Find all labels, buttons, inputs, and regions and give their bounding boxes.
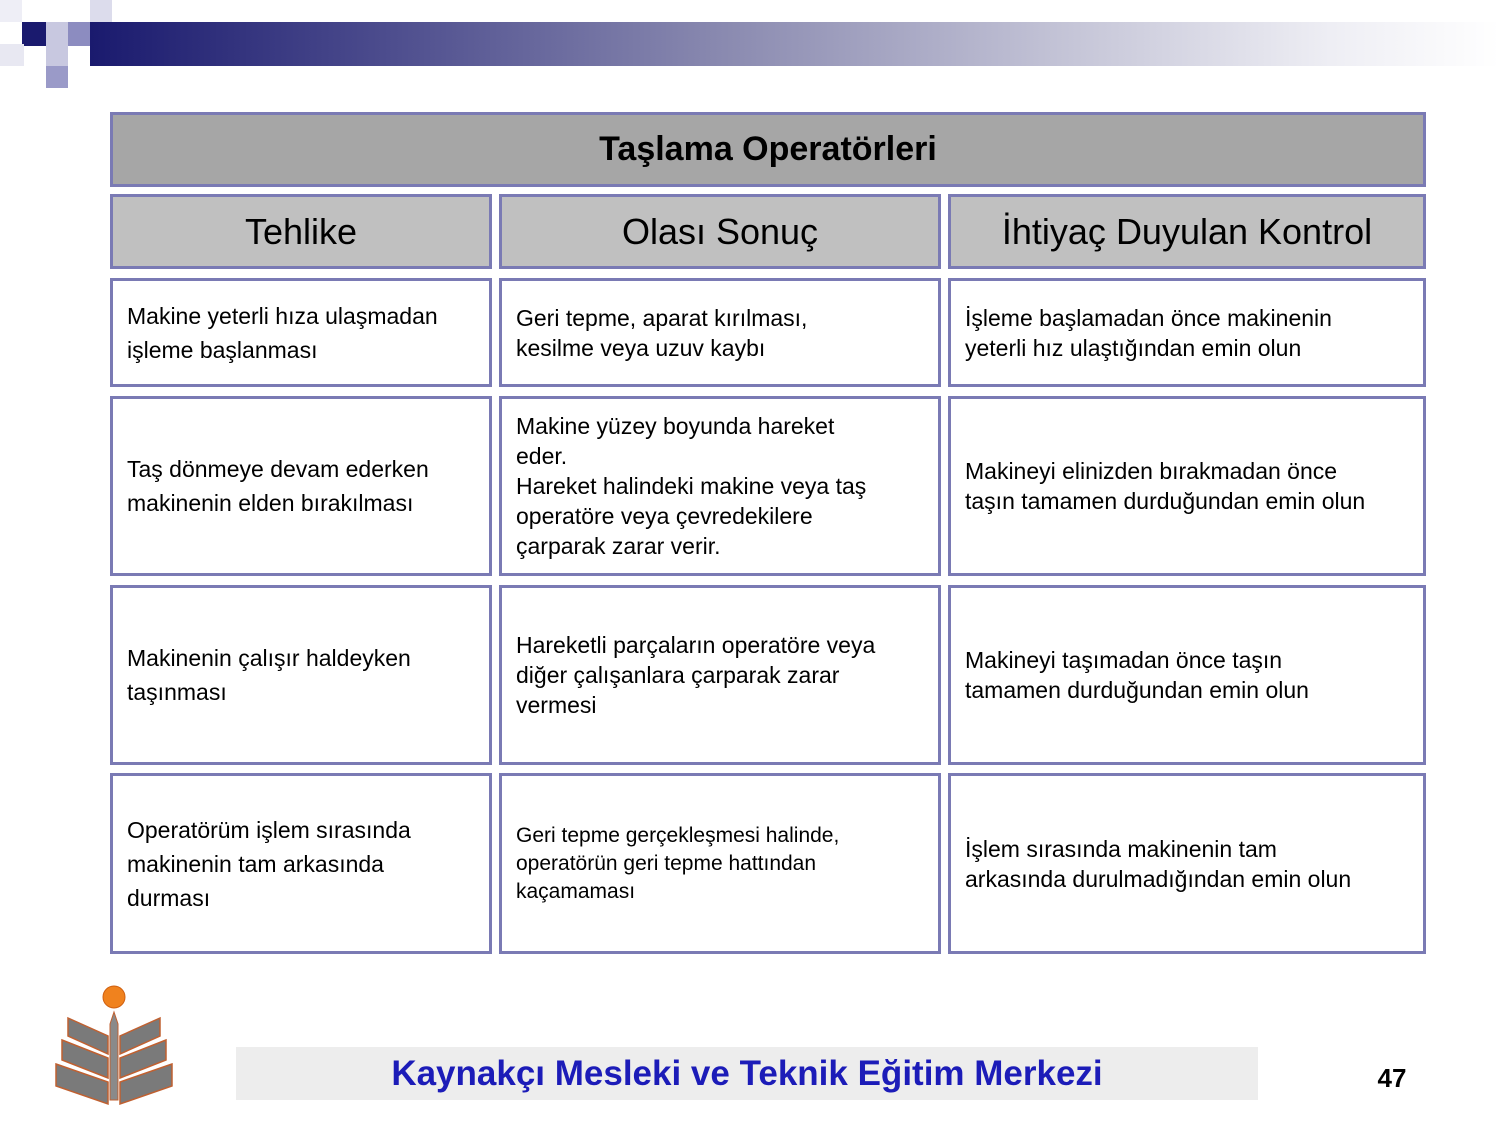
decor-square <box>22 22 46 46</box>
decor-square <box>0 44 24 66</box>
decor-square <box>68 22 90 46</box>
header-gradient-band <box>90 22 1500 66</box>
hazard-cell: Operatörüm işlem sırasında makinenin tam arkasında durması <box>110 773 492 954</box>
institution-name: Kaynakçı Mesleki ve Teknik Eğitim Merkezi <box>236 1047 1258 1100</box>
table-title: Taşlama Operatörleri <box>110 112 1426 187</box>
page-number: 47 <box>1377 1062 1407 1093</box>
column-header-hazard: Tehlike <box>110 194 492 269</box>
decor-square <box>46 66 68 88</box>
institution-logo-icon <box>50 982 180 1107</box>
decor-square <box>46 22 68 44</box>
consequence-cell: Makine yüzey boyunda hareket eder. Hareket halindeki makine veya taş operatöre veya çevredekilere çarparak zarar verir. <box>499 396 941 576</box>
consequence-cell: Hareketli parçaların operatöre veya diğer çalışanlara çarparak zarar vermesi <box>499 585 941 765</box>
column-header-consequence: Olası Sonuç <box>499 194 941 269</box>
consequence-cell: Geri tepme, aparat kırılması, kesilme veya uzuv kaybı <box>499 278 941 387</box>
control-cell: İşlem sırasında makinenin tam arkasında durulmadığından emin olun <box>948 773 1426 954</box>
consequence-cell: Geri tepme gerçekleşmesi halinde, operatörün geri tepme hattından kaçamaması <box>499 773 941 954</box>
hazard-cell: Makine yeterli hıza ulaşmadan işleme başlanması <box>110 278 492 387</box>
control-cell: Makineyi taşımadan önce taşın tamamen durduğundan emin olun <box>948 585 1426 765</box>
hazard-cell: Taş dönmeye devam ederken makinenin elden bırakılması <box>110 396 492 576</box>
hazard-cell: Makinenin çalışır haldeyken taşınması <box>110 585 492 765</box>
decor-square <box>46 44 68 66</box>
control-cell: Makineyi elinizden bırakmadan önce taşın tamamen durduğundan emin olun <box>948 396 1426 576</box>
decor-square <box>0 0 22 22</box>
column-header-control: İhtiyaç Duyulan Kontrol <box>948 194 1426 269</box>
decor-square <box>90 0 112 22</box>
control-cell: İşleme başlamadan önce makinenin yeterli hız ulaştığından emin olun <box>948 278 1426 387</box>
